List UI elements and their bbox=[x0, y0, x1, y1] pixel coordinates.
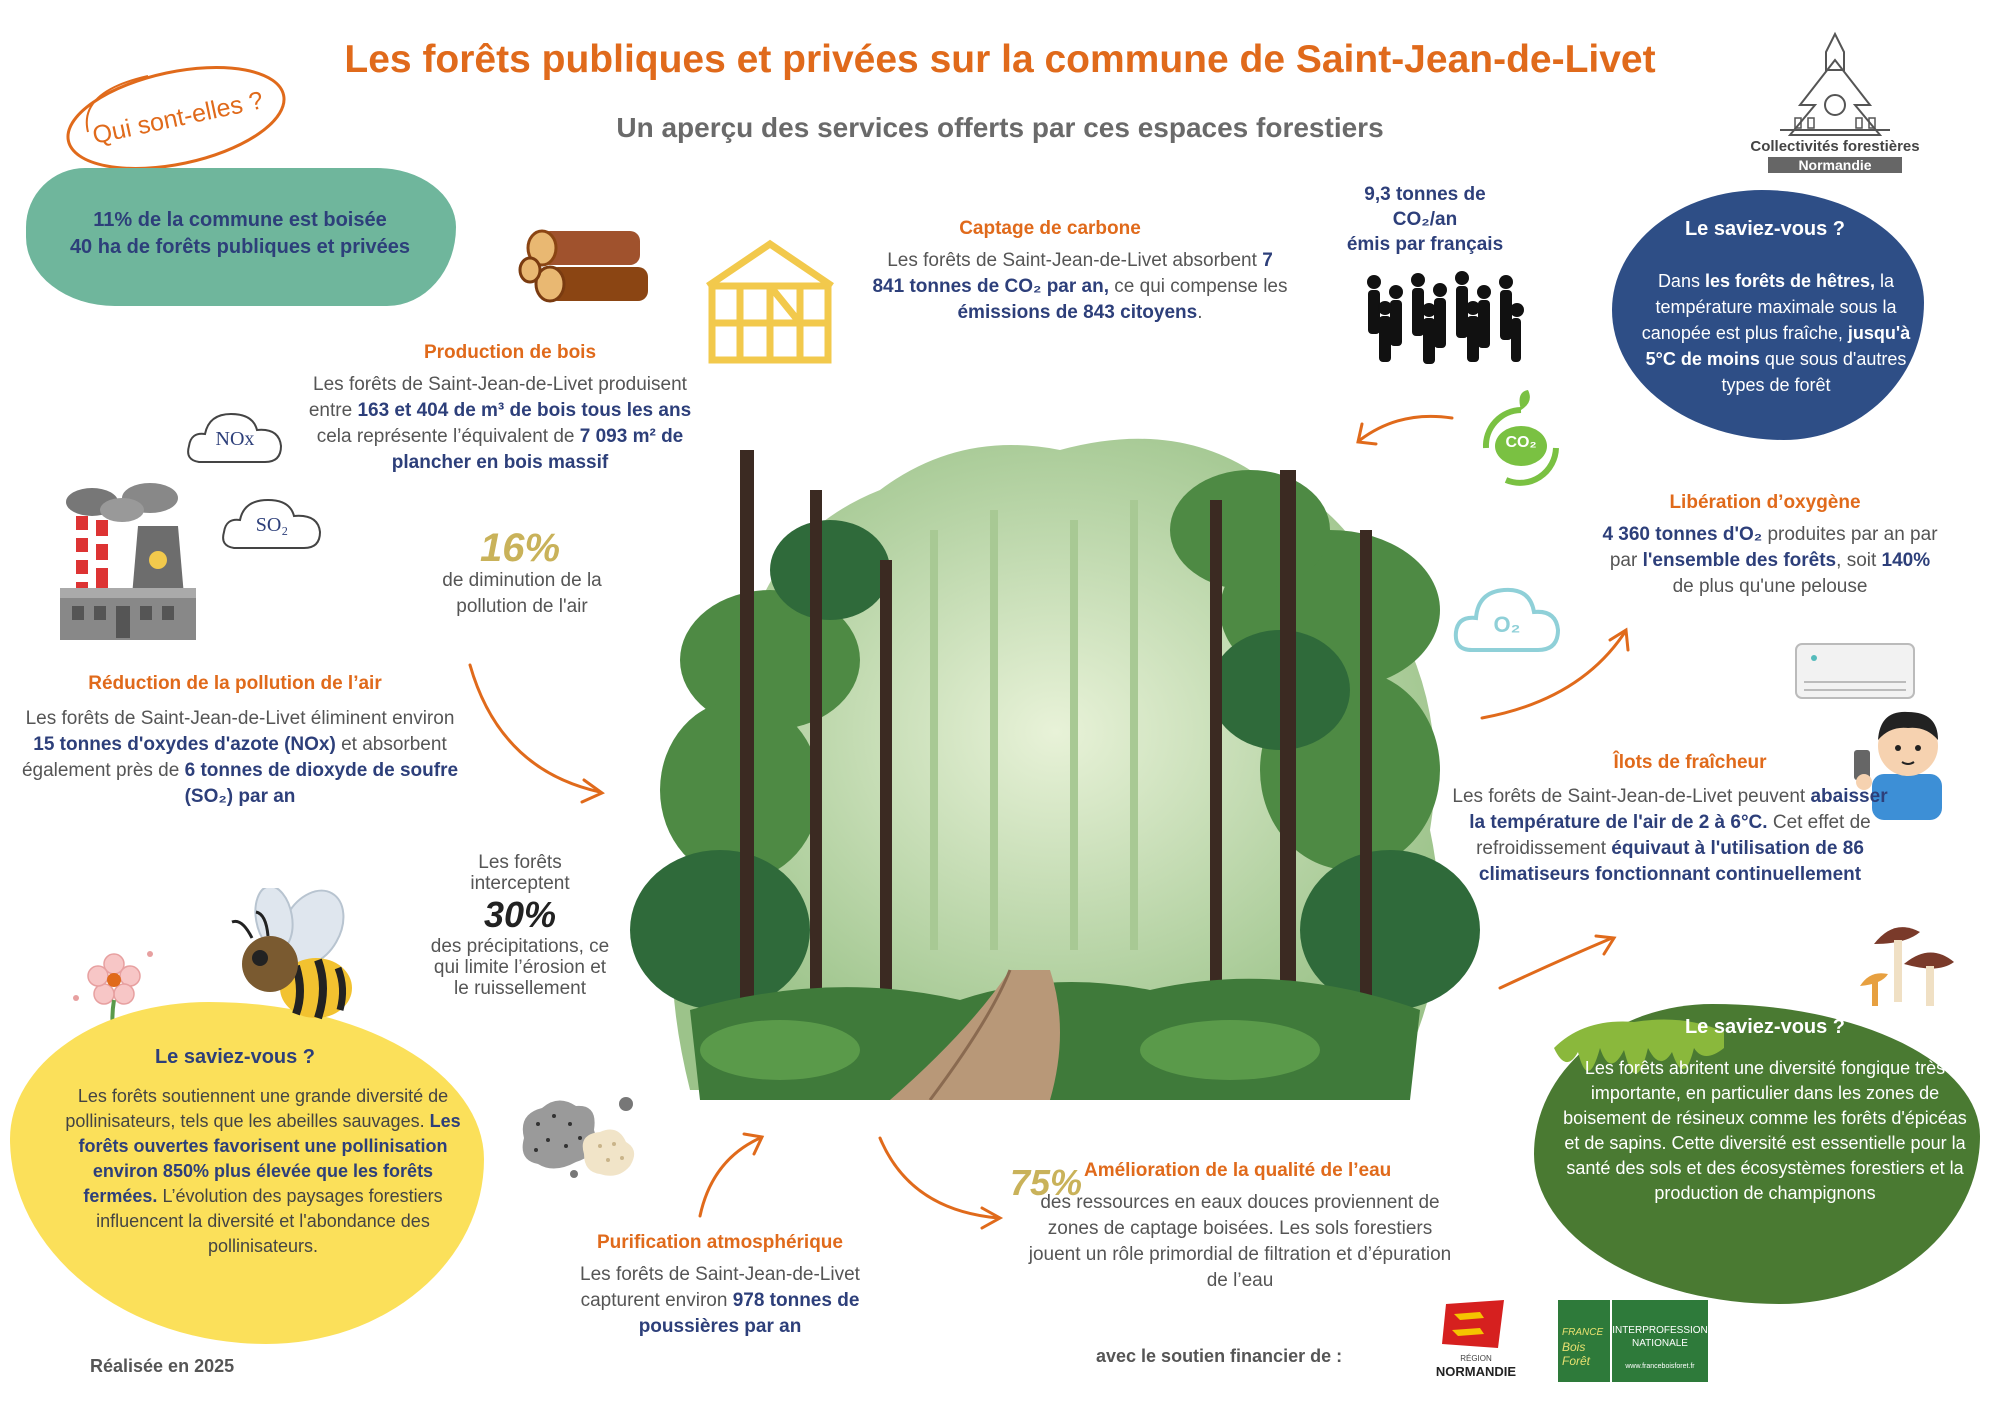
wood-text-1: Les forêts de Saint-Jean-de-Livet produisent entre bbox=[308, 374, 687, 421]
cool-text-2: Cet effet de refroidissement bbox=[1476, 812, 1871, 859]
arrow-co2 bbox=[1360, 416, 1452, 440]
footer-support: avec le soutien financier de : bbox=[1096, 1346, 1343, 1366]
air-bold-2: 6 tonnes de dioxyde de soufre (SO₂) par an bbox=[184, 760, 459, 807]
wood-text-2: cela représente l’équivalent de bbox=[316, 426, 580, 447]
oxygen-bold-1: 4 360 tonnes d'O₂ bbox=[1602, 524, 1763, 545]
oxygen-text-3: de plus qu'une pelouse bbox=[1672, 576, 1868, 597]
co2-person-line-3: émis par français bbox=[1346, 234, 1504, 255]
dust-text bbox=[540, 1262, 900, 1340]
fbf-inter-line-1: INTERPROFESSION bbox=[1612, 1325, 1708, 1336]
fbf-line-1: FRANCE bbox=[1562, 1327, 1604, 1338]
carbon-title: Captage de carbone bbox=[959, 218, 1141, 239]
mushrooms-icon bbox=[1854, 914, 1964, 1014]
cool-bold-2: équivaut à l'utilisation de 86 climatiseurs fonctionnant continuellement bbox=[1478, 838, 1864, 885]
carbon-text-2: ce qui compense les bbox=[1109, 276, 1288, 297]
fbf-url: www.franceboisforet.fr bbox=[1625, 1363, 1695, 1370]
air-bold-1: 15 tonnes d'oxydes d'azote (NOx) bbox=[33, 734, 336, 755]
page-subtitle: Un aperçu des services offerts par ces espaces forestiers bbox=[616, 112, 1384, 143]
air-stat: 16% bbox=[479, 526, 561, 570]
so2-label: SO₂ bbox=[255, 514, 289, 536]
arrow-oxygen bbox=[1482, 632, 1625, 718]
pollinators-text-1: Les forêts soutiennent une grande diversité de pollinisateurs, tels que les abeilles sauvages. bbox=[65, 1086, 449, 1131]
rain-line-1: Les forêts bbox=[478, 852, 562, 873]
fbf-line-3: Forêt bbox=[1562, 1354, 1591, 1368]
qui-sont-elles-label: Qui sont-elles ? bbox=[90, 86, 266, 150]
pollinators-title: Le saviez-vous ? bbox=[154, 1046, 316, 1068]
page-title: Les forêts publiques et privées sur la commune de Saint-Jean-de-Livet bbox=[344, 38, 1656, 81]
dust-bold-1: 978 tonnes de poussières par an bbox=[638, 1290, 860, 1337]
arrow-dust bbox=[700, 1138, 760, 1216]
intro-line-2: 40 ha de forêts publiques et privées bbox=[69, 236, 411, 258]
fungi-title: Le saviez-vous ? bbox=[1684, 1016, 1846, 1038]
water-text: des ressources en eaux douces proviennent de zones de captage boisées. Les sols forestiers jouent un rôle primordial de filtration et d’épuration de l’eau bbox=[1028, 1192, 1452, 1291]
cool-bold-1: abaisser la température de l'air de 2 à 6°C. bbox=[1469, 786, 1888, 833]
air-text-1: Les forêts de Saint-Jean-de-Livet éliminent environ bbox=[25, 708, 455, 729]
arrow-cool bbox=[1500, 938, 1612, 988]
nox-label: NOx bbox=[215, 428, 255, 450]
arrow-air bbox=[470, 665, 600, 792]
fbf-inter-panel bbox=[1612, 1300, 1708, 1382]
pollinators-text-2: L’évolution des paysages forestiers influencent la diversité et l'abondance des pollinisateurs. bbox=[96, 1186, 443, 1256]
intro-line-1: 11% de la commune est boisée bbox=[93, 209, 387, 231]
carbon-bold-2: émissions de 843 citoyens bbox=[957, 302, 1198, 323]
oxygen-text-2: , soit bbox=[1836, 550, 1882, 571]
rain-block bbox=[420, 852, 620, 999]
o2-cloud-label: O₂ bbox=[1493, 612, 1521, 637]
oxygen-text-1: produites par an par par bbox=[1609, 524, 1938, 571]
fungi-text: Les forêts abritent une diversité fongique très importante, en particulier dans les zones de boisement de résineux comme les forêts d'épicéas et de sapins. Cette diversité est essentielle pour la santé des sols et des écosystèmes forestiers et la production de champignons bbox=[1563, 1058, 1967, 1203]
beech-text-3: que sous d'autres types de forêt bbox=[1721, 349, 1907, 395]
rain-stat: 30% bbox=[483, 894, 557, 935]
france-bois-foret-logo bbox=[1558, 1300, 1708, 1382]
beech-text-1: Dans bbox=[1657, 271, 1705, 291]
pollinators-text bbox=[58, 1084, 468, 1259]
cool-title: Îlots de fraîcheur bbox=[1613, 752, 1767, 773]
co2-badge-label: CO₂ bbox=[1505, 434, 1537, 451]
fbf-green-panel bbox=[1558, 1300, 1610, 1382]
cool-text bbox=[1450, 784, 1890, 888]
dust-particles-icon bbox=[514, 1094, 644, 1180]
normandy-lions-icon bbox=[1440, 1300, 1510, 1348]
air-text-2: et absorbent également près de bbox=[21, 734, 447, 781]
oxygen-title: Libération d’oxygène bbox=[1669, 492, 1861, 513]
carbon-bold-1: 7 841 tonnes de CO₂ par an, bbox=[872, 250, 1273, 297]
region-big-label: NORMANDIE bbox=[1435, 1364, 1517, 1379]
footer-year: Réalisée en 2025 bbox=[90, 1356, 235, 1376]
pollinators-bold-1: Les forêts ouvertes favorisent une pollinisation environ 850% plus élevée que les forêts fermées. bbox=[78, 1111, 461, 1206]
dust-text-1: Les forêts de Saint-Jean-de-Livet capturent environ bbox=[580, 1264, 860, 1311]
water-title: Amélioration de la qualité de l’eau bbox=[1084, 1160, 1392, 1181]
beech-bold-1: les forêts de hêtres, bbox=[1704, 271, 1876, 291]
arrow-water bbox=[880, 1138, 998, 1218]
oxygen-bold-3: 140% bbox=[1881, 550, 1931, 571]
rain-line-2: interceptent bbox=[470, 873, 570, 894]
co2-person-line-1: 9,3 tonnes de bbox=[1364, 184, 1486, 205]
water-stat: 75% bbox=[1010, 1162, 1083, 1203]
co2-person-line-2: CO₂/an bbox=[1392, 209, 1458, 230]
air-title: Réduction de la pollution de l’air bbox=[88, 673, 382, 694]
logo-line-2: Normandie bbox=[1768, 157, 1902, 173]
carbon-text-1: Les forêts de Saint-Jean-de-Livet absorbent bbox=[887, 250, 1263, 271]
logo-line-1: Collectivités forestières bbox=[1750, 138, 1920, 155]
region-small-label: RÉGION bbox=[1460, 1354, 1492, 1363]
air-stat-text: de diminution de la pollution de l'air bbox=[442, 570, 602, 617]
region-normandie-logo bbox=[1420, 1300, 1532, 1386]
fbf-inter-line-2: NATIONALE bbox=[1632, 1338, 1688, 1349]
carbon-text-3: . bbox=[1197, 302, 1203, 323]
beech-title: Le saviez-vous ? bbox=[1684, 218, 1846, 240]
beech-bold-2: jusqu'à 5°C de moins bbox=[1645, 323, 1911, 369]
dust-title: Purification atmosphérique bbox=[597, 1232, 843, 1253]
wood-bold-2: 7 093 m² de plancher en bois massif bbox=[391, 426, 684, 473]
wood-bold-1: 163 et 404 de m³ de bois tous les ans bbox=[357, 400, 692, 421]
cool-text-1: Les forêts de Saint-Jean-de-Livet peuvent bbox=[1452, 786, 1811, 807]
beech-text-2: la température maximale sous la canopée est plus fraîche, bbox=[1641, 271, 1897, 343]
rain-rest: des précipitations, ce qui limite l’érosion et le ruissellement bbox=[430, 936, 610, 999]
wood-title: Production de bois bbox=[423, 342, 597, 363]
oxygen-bold-2: l'ensemble des forêts bbox=[1642, 550, 1837, 571]
bee-icon bbox=[212, 888, 362, 1038]
fbf-line-2: Bois bbox=[1562, 1340, 1586, 1354]
